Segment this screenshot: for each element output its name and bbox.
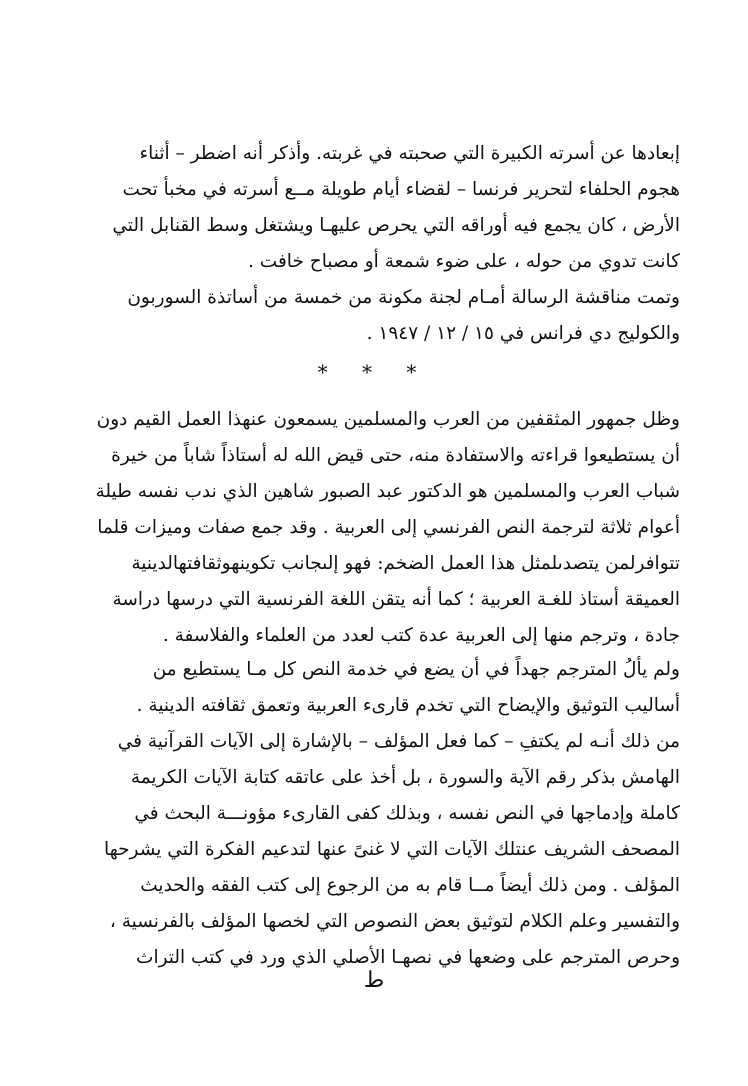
text-line: ولم يألُ المترجم جهداً في أن يضع في خدمة النص كل مـا يستطيع من: [152, 659, 680, 680]
text-line: العميقة أستاذ للغـة العربية ؛ كما أنه يتقن اللغة الفرنسية التي درسها دراسة: [112, 589, 680, 610]
text-line: والكوليج دي فرانس في ١٥ / ١٢ / ١٩٤٧ .: [366, 323, 680, 344]
text-line: أن يستطيعوا قراءته والاستفادة منه، حتى قيض الله له أستاذاً شاباً من خيرة: [111, 445, 680, 466]
text-line: وتمت مناقشة الرسالة أمـام لجنة مكونة من خمسة من أساتذة السوربون: [127, 287, 680, 308]
text-line: والتفسير وعلم الكلام لتوثيق بعض النصوص التي لخصها المؤلف بالفرنسية ،: [109, 911, 680, 932]
page-number: ط: [363, 968, 385, 993]
text-line: شباب العرب والمسلمين هو الدكتور عبد الصبور شاهين الذي ندب نفسه طيلة: [95, 481, 680, 502]
text-line: أساليب التوثيق والإيضاح التي تخدم قارىء العربية وتعمق ثقافته الدينية .: [136, 695, 680, 716]
text-line: الأرض ، كان يجمع فيه أوراقه التي يحرص عليهـا ويشتغل وسط القنابل التي: [112, 215, 680, 236]
text-line: كانت تدوي من حوله ، على ضوء شمعة أو مصباح خافت .: [248, 251, 680, 272]
text-line: المؤلف . ومن ذلك أيضاً مــا قام به من الرجوع إلى كتب الفقه والحديث: [140, 875, 680, 896]
text-line: من ذلك أنـه لم يكتفِ – كما فعل المؤلف – بالإشارة إلى الآيات القرآنية في: [117, 731, 680, 752]
text-line: كاملة وإدماجها في النص نفسه ، وبذلك كفى القارىء مؤونـــة البحث في: [134, 803, 680, 824]
text-line: المصحف الشريف عنتلك الآيات التي لا غنىً عنها لتدعيم الفكرة التي يشرحها: [103, 839, 680, 860]
paragraph-2: [70, 280, 680, 352]
text-line: جادة ، وترجم منها إلى العربية عدة كتب لعدد من العلماء والفلاسفة .: [162, 625, 680, 646]
text-line: الهامش بذكر رقم الآية والسورة ، بل أخذ على عاتقه كتابة الآيات الكريمة: [130, 767, 680, 788]
text-line: إبعادها عن أسرته الكبيرة التي صحبته في غربته. وأذكر أنه اضطر – أثناء: [139, 143, 680, 164]
paragraph-1: [70, 136, 680, 280]
text-line: أعوام ثلاثة لترجمة النص الفرنسي إلى العربية . وقد جمع صفات وميزات قلما: [97, 517, 680, 538]
text-line: هجوم الحلفاء لتحرير فرنسا – لقضاء أيام طويلة مــع أسرته في مخبأ تحت: [122, 179, 680, 200]
text-line: وحرص المترجم على وضعها في نصهـا الأصلي الذي ورد في كتب التراث: [136, 947, 680, 968]
text-line: وظل جمهور المثقفين من العرب والمسلمين يسمعون عنهذا العمل القيم دون: [96, 409, 680, 430]
text-line: تتوافرلمن يتصدىلمثل هذا العمل الضخم: فهو إلىجانب تكوينهوثقافتهالدينية: [131, 553, 680, 574]
paragraph-4: [70, 652, 680, 976]
section-separator: * * *: [317, 360, 431, 384]
paragraph-3: [70, 402, 680, 654]
